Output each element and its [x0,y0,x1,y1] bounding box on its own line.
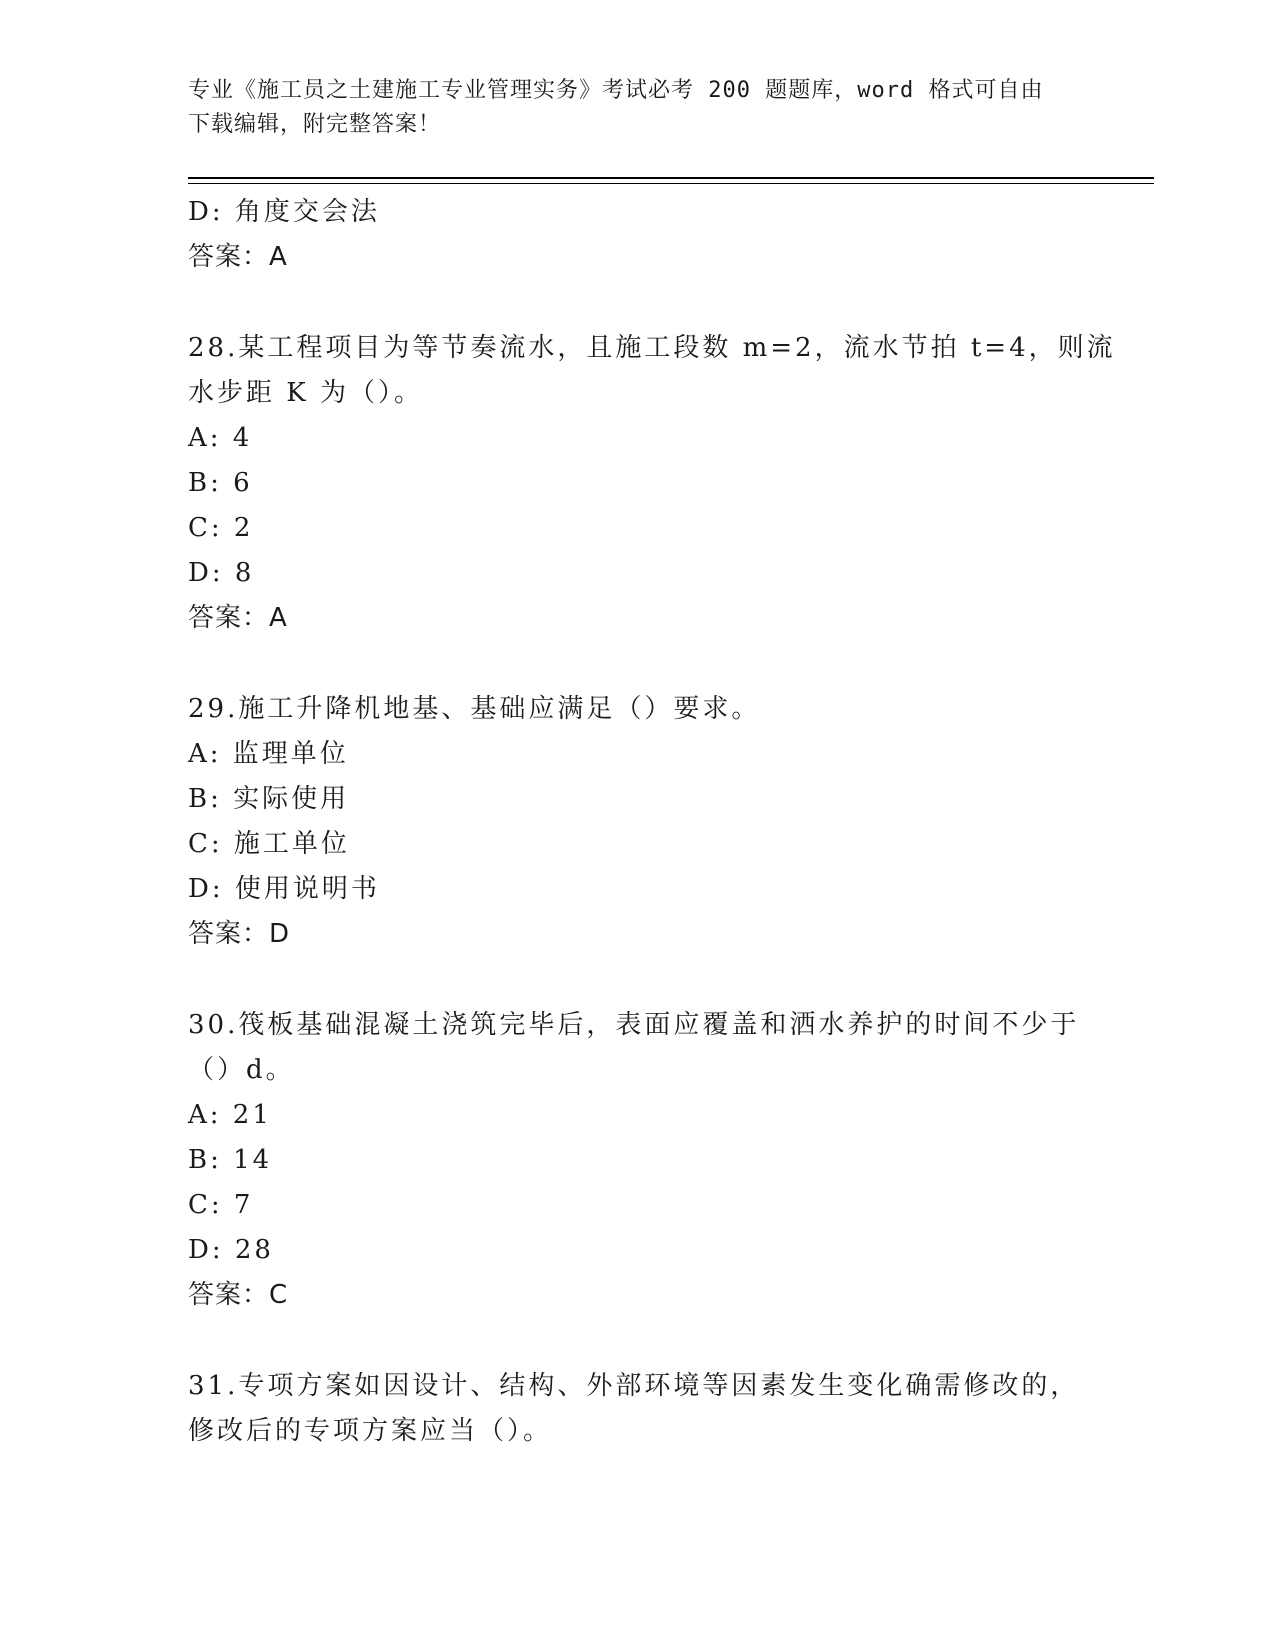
option-a: A: 4 [188,423,253,453]
option-d: D: 角度交会法 [188,197,380,227]
question-stem: 水步距 K 为（）。 [188,378,423,408]
document-header [188,74,1088,142]
header-rule-thin [188,183,1154,184]
option-d: D: 使用说明书 [188,874,380,904]
option-d: D: 8 [188,558,255,588]
question-body [188,190,1116,1454]
option-a: A: 监理单位 [188,739,349,769]
question-stem: 28.某工程项目为等节奏流水，且施工段数 m=2，流水节拍 t=4，则流 [188,333,1116,363]
option-c: C: 施工单位 [188,829,350,859]
spacer [188,641,1088,687]
question-28 [188,326,1116,641]
previous-question-tail [188,190,1088,280]
spacer [188,1318,1088,1364]
question-29 [188,687,1088,957]
answer-line: 答案：A [188,242,288,272]
answer-line: 答案：D [188,919,291,949]
question-stem: 31.专项方案如因设计、结构、外部环境等因素发生变化确需修改的， [188,1371,1080,1401]
question-stem: 30.筏板基础混凝土浇筑完毕后，表面应覆盖和洒水养护的时间不少于 [188,1010,1080,1040]
answer-line: 答案：C [188,1280,289,1310]
header-line-1: 专业《施工员之土建施工专业管理实务》考试必考 200 题题库，word 格式可自由 [188,78,1044,103]
option-c: C: 2 [188,513,254,543]
spacer [188,280,1088,326]
option-b: B: 14 [188,1145,273,1175]
question-stem: （）d。 [188,1055,295,1085]
option-c: C: 7 [188,1190,254,1220]
question-stem: 修改后的专项方案应当（）。 [188,1416,553,1446]
option-b: B: 6 [188,468,253,498]
question-30 [188,1003,1088,1318]
question-stem: 29.施工升降机地基、基础应满足（）要求。 [188,694,761,724]
option-a: A: 21 [188,1100,272,1130]
answer-line: 答案：A [188,603,288,633]
question-31 [188,1364,1088,1454]
spacer [188,957,1088,1003]
option-d: D: 28 [188,1235,274,1265]
header-rule-thick [188,177,1154,179]
header-line-2: 下载编辑，附完整答案！ [188,112,442,137]
option-b: B: 实际使用 [188,784,350,814]
